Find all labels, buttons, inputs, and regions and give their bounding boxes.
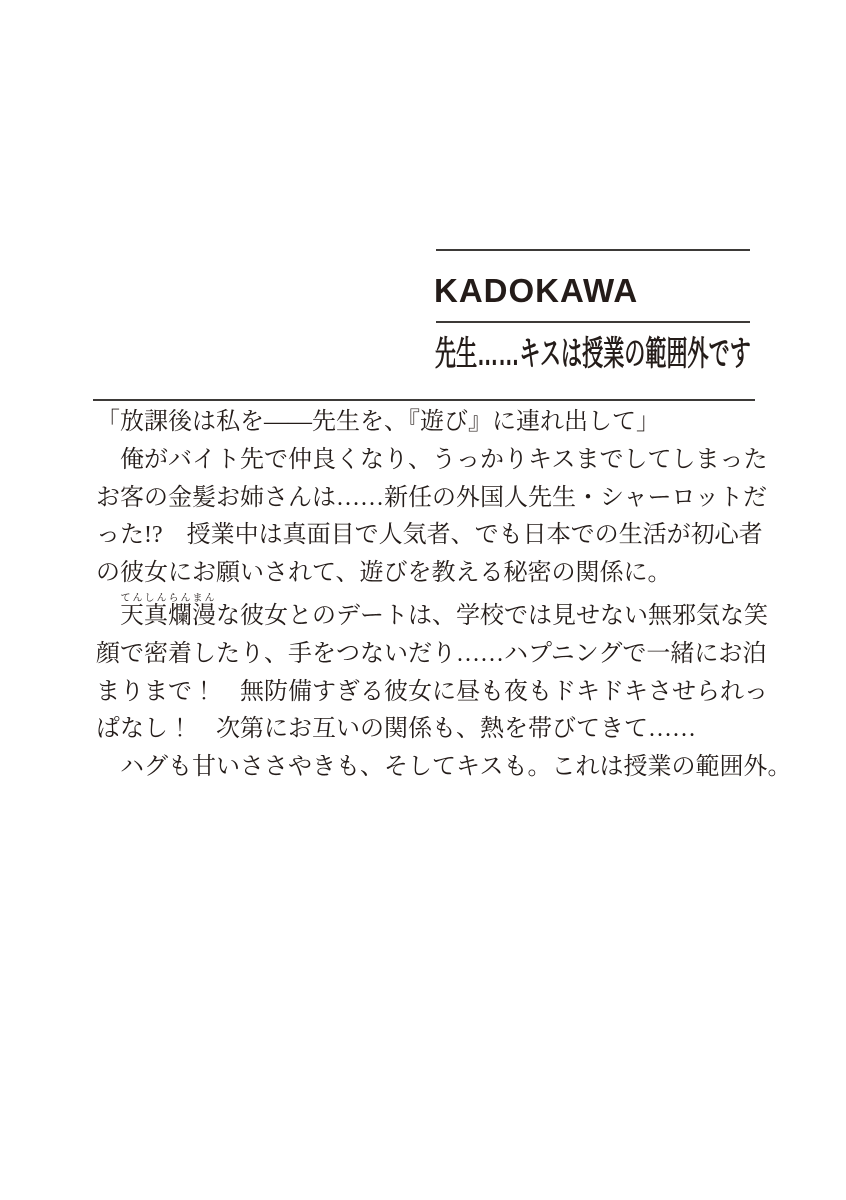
synopsis-line: お客の金髪お姉さんは……新任の外国人先生・シャーロットだ — [96, 484, 768, 511]
book-title: 先生……キスは授業の範囲外です — [435, 335, 751, 373]
synopsis-line: ハグも甘いささやきも、そしてキスも。これは授業の範囲外。 — [120, 754, 792, 781]
furigana-reading: てんしんらんまん — [120, 592, 216, 604]
synopsis-line-rest: な彼女とのデートは、学校では見せない無邪気な笑 — [216, 602, 768, 629]
divider-synopsis — [93, 399, 755, 401]
publisher-logo: KADOKAWA — [434, 272, 639, 309]
furigana-word — [120, 592, 216, 629]
synopsis-line: 「放課後は私を——先生を、『遊び』に連れ出して」 — [96, 409, 660, 435]
synopsis-line: まりまで！ 無防備すぎる彼女に昼も夜もドキドキさせられっ — [96, 678, 768, 705]
synopsis-line: 顔で密着したり、手をつないだり……ハプニングで一緒にお泊 — [96, 640, 767, 667]
synopsis-line: ぱなし！ 次第にお互いの関係も、熱を帯びてきて…… — [96, 716, 696, 743]
divider-middle — [436, 321, 750, 323]
divider-top — [436, 249, 750, 251]
synopsis-line: った!? 授業中は真面目で人気者、でも日本での生活が初心者 — [96, 522, 763, 549]
synopsis-line — [96, 593, 796, 636]
synopsis-line: の彼女にお願いされて、遊びを教える秘密の関係に。 — [96, 560, 672, 587]
synopsis-line: 俺がバイト先で仲良くなり、うっかりキスまでしてしまった — [120, 446, 768, 473]
synopsis — [96, 404, 796, 787]
furigana-base: 天真爛漫 — [120, 602, 216, 629]
